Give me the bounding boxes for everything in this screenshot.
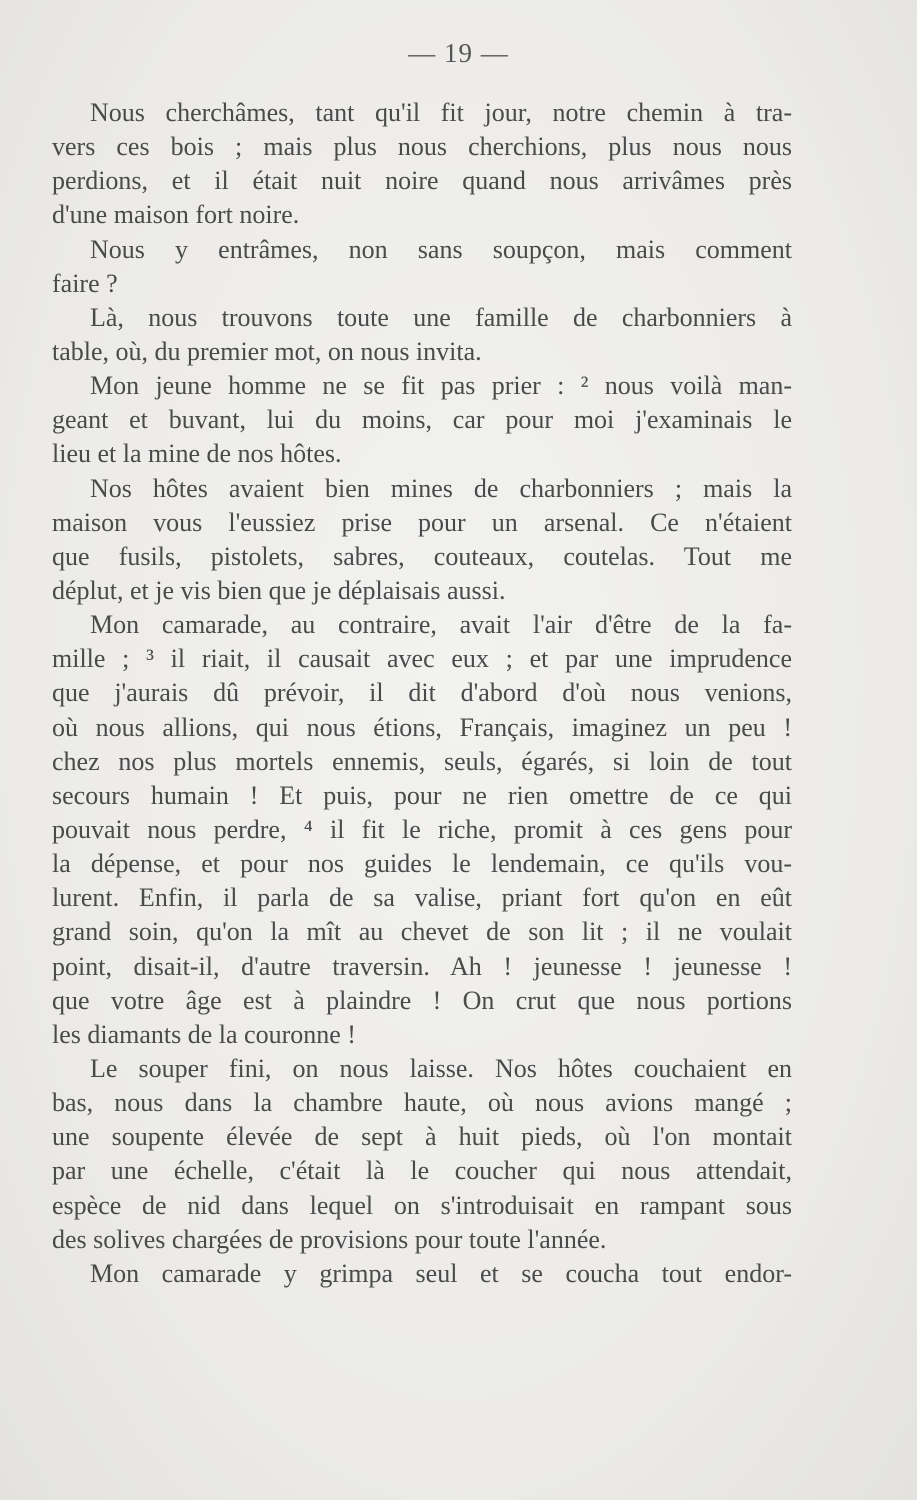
text-line: chez nos plus mortels ennemis, seuls, égarés, si loin de tout — [52, 746, 792, 776]
text-line: secours humain ! Et puis, pour ne rien omettre de ce qui — [52, 780, 792, 810]
text-line: bas, nous dans la chambre haute, où nous avions mangé ; — [52, 1088, 792, 1118]
text-line: la dépense, et pour nos guides le lendemain, ce qu'ils vou- — [52, 849, 792, 879]
text-line: faire ? — [52, 268, 118, 298]
text-line: lieu et la mine de nos hôtes. — [52, 439, 342, 469]
text-line: d'une maison fort noire. — [52, 200, 300, 230]
text-line: perdions, et il était nuit noire quand nous arrivâmes près — [52, 166, 792, 196]
text-line: espèce de nid dans lequel on s'introduisait en rampant sous — [52, 1190, 792, 1220]
text-line: lurent. Enfin, il parla de sa valise, priant fort qu'on en eût — [52, 883, 792, 913]
text-line: vers ces bois ; mais plus nous cherchions, plus nous nous — [52, 132, 792, 162]
text-line: table, où, du premier mot, on nous invita. — [52, 336, 482, 366]
text-line: Le souper fini, on nous laisse. Nos hôtes couchaient en — [90, 1053, 792, 1083]
text-line: Là, nous trouvons toute une famille de charbonniers à — [90, 302, 792, 332]
text-line: geant et buvant, lui du moins, car pour moi j'examinais le — [52, 405, 792, 435]
text-line: que fusils, pistolets, sabres, couteaux, coutelas. Tout me — [52, 541, 792, 571]
text-line: où nous allions, qui nous étions, Français, imaginez un peu ! — [52, 712, 792, 742]
text-line: une soupente élevée de sept à huit pieds, où l'on montait — [52, 1122, 792, 1152]
text-line: par une échelle, c'était là le coucher qui nous attendait, — [52, 1156, 792, 1186]
text-line: des solives chargées de provisions pour toute l'année. — [52, 1224, 607, 1254]
text-line: Nos hôtes avaient bien mines de charbonniers ; mais la — [90, 473, 792, 503]
text-line: grand soin, qu'on la mît au chevet de son lit ; il ne voulait — [52, 917, 792, 947]
text-line: que j'aurais dû prévoir, il dit d'abord d'où nous venions, — [52, 678, 792, 708]
text-line: maison vous l'eussiez prise pour un arsenal. Ce n'étaient — [52, 507, 792, 537]
text-line: Nous cherchâmes, tant qu'il fit jour, notre chemin à tra- — [90, 98, 792, 127]
page-number: — 19 — — [408, 38, 509, 68]
text-line: Mon camarade, au contraire, avait l'air d'être de la fa- — [90, 610, 792, 640]
text-line: déplut, et je vis bien que je déplaisais aussi. — [52, 575, 506, 605]
text-line: Nous y entrâmes, non sans soupçon, mais comment — [90, 234, 792, 264]
text-line: point, disait-il, d'autre traversin. Ah ! jeunesse ! jeunesse ! — [52, 951, 792, 981]
text-line: Mon jeune homme ne se fit pas prier : ² nous voilà man- — [90, 371, 792, 401]
text-line: pouvait nous perdre, ⁴ il fit le riche, promit à ces gens pour — [52, 814, 792, 844]
text-line: les diamants de la couronne ! — [52, 1019, 356, 1049]
text-line: Mon camarade y grimpa seul et se coucha tout endor- — [90, 1258, 792, 1288]
text-line: mille ; ³ il riait, il causait avec eux ; et par une imprudence — [52, 644, 792, 674]
body-text — [52, 96, 792, 1291]
text-line: que votre âge est à plaindre ! On crut que nous portions — [52, 985, 792, 1015]
